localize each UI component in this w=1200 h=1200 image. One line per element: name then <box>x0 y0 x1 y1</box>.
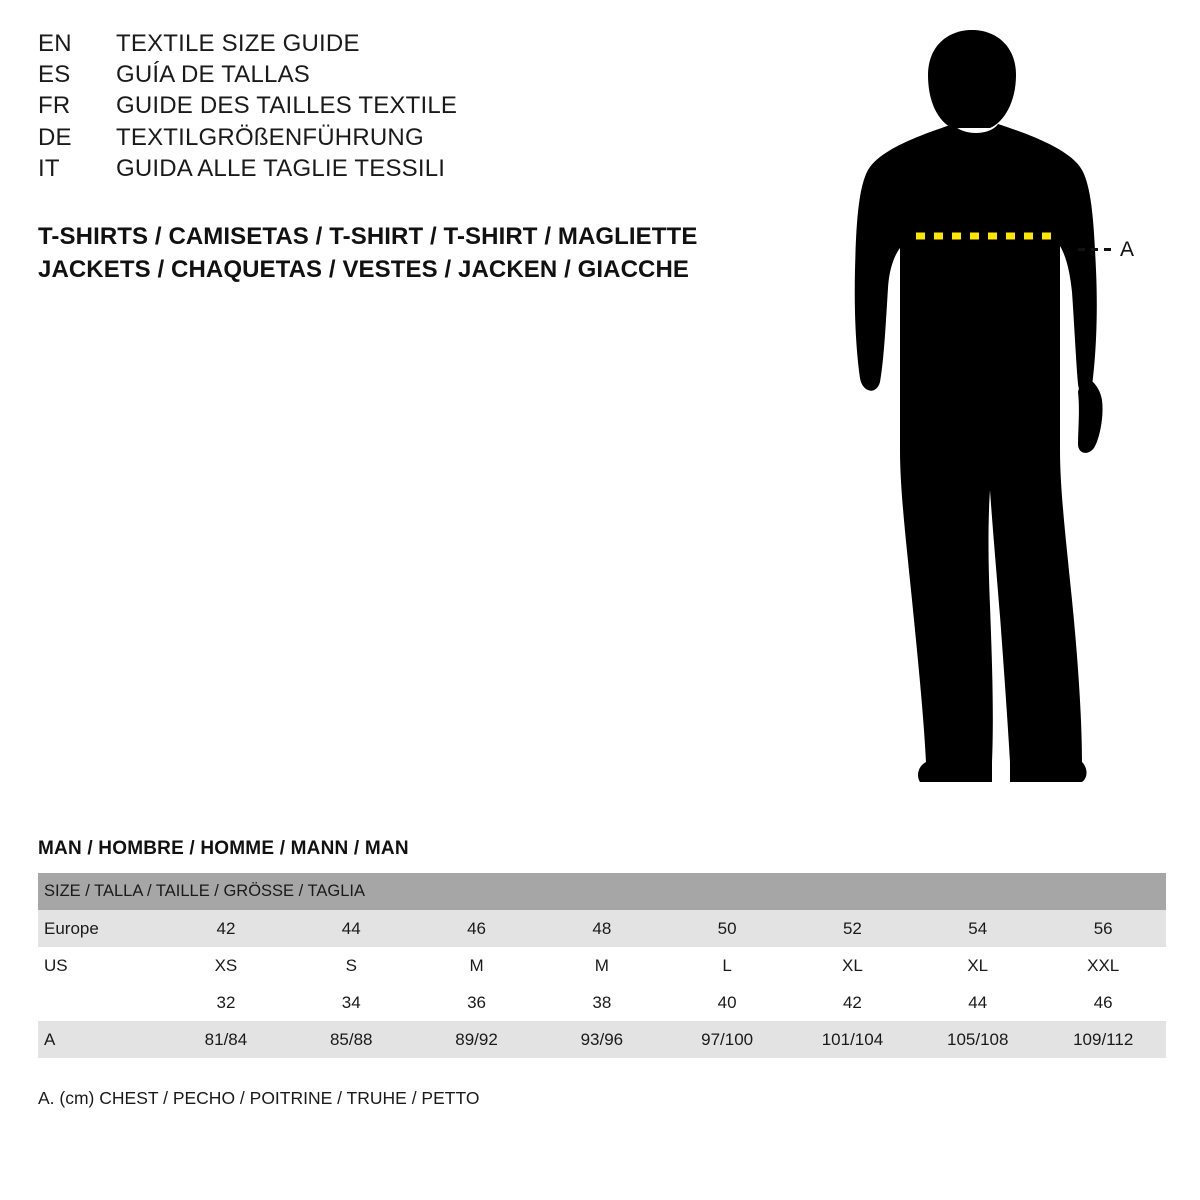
cell-numeric-4: 38 <box>539 984 664 1021</box>
language-text-fr: GUIDE DES TAILLES TEXTILE <box>116 92 458 120</box>
cell-a-3: 89/92 <box>414 1021 539 1058</box>
language-text-en: TEXTILE SIZE GUIDE <box>116 30 360 57</box>
language-text-es: GUÍA DE TALLAS <box>116 61 310 89</box>
cell-a-1: 81/84 <box>163 1021 288 1058</box>
size-table-section <box>38 838 1166 1109</box>
table-row <box>38 984 1166 1021</box>
cell-a-7: 105/108 <box>915 1021 1040 1058</box>
language-text-de: TEXTILGRÖßENFÜHRUNG <box>116 123 424 151</box>
cell-europe-2: 44 <box>289 910 414 947</box>
cell-a-2: 85/88 <box>289 1021 414 1058</box>
cell-us-7: XL <box>915 947 1040 984</box>
cell-us-5: L <box>664 947 789 984</box>
language-row-de <box>38 122 758 153</box>
language-header-block <box>38 28 758 184</box>
table-row <box>38 873 1166 910</box>
category-jackets: JACKETS / CHAQUETAS / VESTES / JACKEN / GIACCHE <box>38 256 690 284</box>
cell-us-8: XXL <box>1040 947 1166 984</box>
row-label-a: A <box>38 1021 163 1058</box>
cell-a-8: 109/112 <box>1040 1021 1166 1058</box>
cell-a-5: 97/100 <box>664 1021 789 1058</box>
language-code-de: DE <box>38 123 72 151</box>
cell-us-2: S <box>289 947 414 984</box>
table-row <box>38 1021 1166 1058</box>
garment-categories <box>38 220 798 286</box>
cell-numeric-3: 36 <box>414 984 539 1021</box>
cell-numeric-2: 34 <box>289 984 414 1021</box>
cell-europe-4: 48 <box>539 910 664 947</box>
size-table-header-label: SIZE / TALLA / TAILLE / GRÖSSE / TAGLIA <box>38 873 1166 910</box>
cell-numeric-1: 32 <box>163 984 288 1021</box>
cell-us-1: XS <box>163 947 288 984</box>
language-code-es: ES <box>38 61 71 89</box>
language-row-fr <box>38 90 758 121</box>
row-label-numeric <box>38 984 163 1021</box>
cell-europe-8: 56 <box>1040 910 1166 947</box>
table-section-title: MAN / HOMBRE / HOMME / MANN / MAN <box>38 838 409 859</box>
cell-a-6: 101/104 <box>790 1021 915 1058</box>
table-row <box>38 910 1166 947</box>
cell-europe-5: 50 <box>664 910 789 947</box>
language-code-fr: FR <box>38 92 71 120</box>
cell-numeric-8: 46 <box>1040 984 1166 1021</box>
size-table <box>38 873 1166 1058</box>
language-row-en <box>38 28 758 59</box>
language-code-en: EN <box>38 30 72 57</box>
cell-us-3: M <box>414 947 539 984</box>
table-footnote: A. (cm) CHEST / PECHO / POITRINE / TRUHE / PETTO <box>38 1088 480 1108</box>
cell-numeric-6: 42 <box>790 984 915 1021</box>
cell-us-6: XL <box>790 947 915 984</box>
language-row-it <box>38 153 758 184</box>
table-row <box>38 947 1166 984</box>
language-row-es <box>38 59 758 90</box>
cell-europe-3: 46 <box>414 910 539 947</box>
cell-europe-1: 42 <box>163 910 288 947</box>
row-label-europe: Europe <box>38 910 163 947</box>
cell-numeric-7: 44 <box>915 984 1040 1021</box>
cell-numeric-5: 40 <box>664 984 789 1021</box>
man-silhouette-icon <box>820 20 1180 790</box>
category-tshirts: T-SHIRTS / CAMISETAS / T-SHIRT / T-SHIRT / MAGLIETTE <box>38 223 698 250</box>
row-label-us: US <box>38 947 163 984</box>
cell-us-4: M <box>539 947 664 984</box>
measure-label-a: A <box>1120 238 1135 261</box>
cell-a-4: 93/96 <box>539 1021 664 1058</box>
cell-europe-7: 54 <box>915 910 1040 947</box>
language-text-it: GUIDA ALLE TAGLIE TESSILI <box>116 154 446 182</box>
cell-europe-6: 52 <box>790 910 915 947</box>
body-figure <box>820 20 1180 790</box>
language-code-it: IT <box>38 154 60 182</box>
measure-leader-dashes <box>1078 248 1114 251</box>
